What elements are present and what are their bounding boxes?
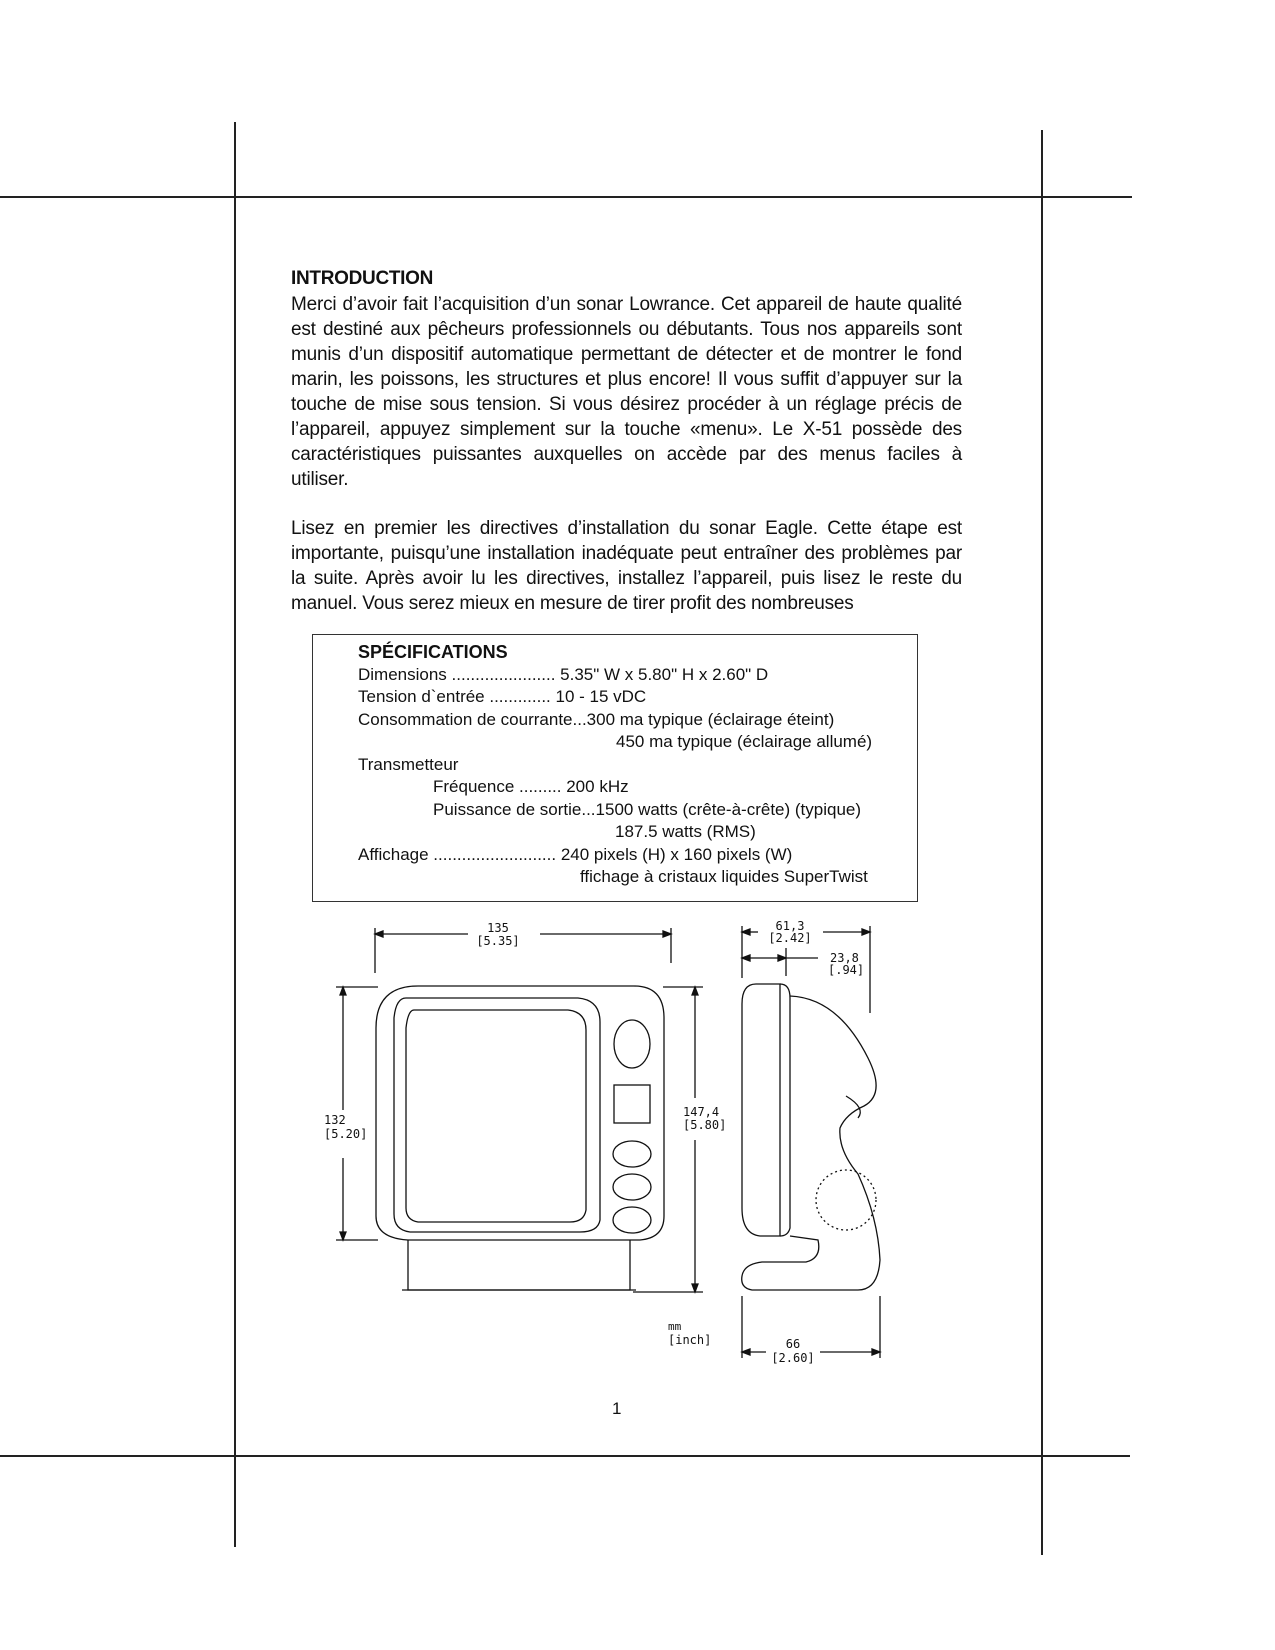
spec-dimensions: Dimensions ...................... 5.35" W x 5.80" H x 2.60" D: [358, 664, 769, 684]
page-number: 1: [612, 1399, 622, 1418]
side-depth-in-label: [2.42]: [768, 931, 812, 945]
dimension-drawing: [318, 918, 928, 1388]
bezel-mm-label: 23,8: [830, 951, 859, 965]
crop-line-right: [1041, 130, 1043, 1555]
intro-section: [291, 268, 962, 616]
base-mm-label: 66: [785, 1337, 801, 1351]
spec-power-rms: 187.5 watts (RMS): [615, 822, 756, 841]
spec-power: Puissance de sortie...1500 watts (crête-à-crête) (typique): [433, 799, 862, 819]
intro-paragraph-1: Merci d’avoir fait l’acquisition d’un sonar Lowrance. Cet appareil de haute qualité est destiné aux pêcheurs professionnels ou débutants. Tous nos appareils sont munis d’un dispositif automatique permettant de détecter et de montrer le fond marin, les poissons, les structures et plus encore! Il vous suffit d’appuyer sur la touche de mise sous tension. Si vous désirez procéder à un réglage précis de l’appareil, appuyez simplement sur la touche «menu». Le X-51 possède des caractéristiques puissantes auxquelles on accède par des menus faciles à utiliser.: [291, 294, 962, 490]
bezel-in-label: [.94]: [828, 963, 865, 977]
intro-paragraph-2: Lisez en premier les directives d’installation du sonar Eagle. Cette étape est importante, puisqu’une installation inadéquate peut entraîner des problèmes par la suite. Après avoir lu les directives, installez l’appareil, puis lisez le reste du manuel. Vous serez mieux en mesure de tirer profit des nombreuses: [291, 518, 962, 614]
height-in-label: [5.20]: [324, 1127, 368, 1141]
spec-transmitter: Transmetteur: [358, 754, 459, 774]
spec-consumption-lit: 450 ma typique (éclairage allumé): [616, 732, 873, 751]
crop-line-bottom: [0, 1455, 1130, 1457]
width-in-label: [5.35]: [476, 934, 520, 948]
total-height-mm-label: 147,4: [683, 1105, 720, 1119]
units-mm-label: mm: [668, 1320, 682, 1333]
crop-line-top: [0, 196, 1132, 198]
base-in-label: [2.60]: [771, 1351, 815, 1365]
width-mm-label: 135: [487, 921, 509, 935]
spec-display: Affichage .......................... 240 pixels (H) x 160 pixels (W): [358, 844, 793, 864]
intro-heading: INTRODUCTION: [291, 268, 434, 289]
height-mm-label: 132: [324, 1113, 346, 1127]
specifications-title: SPÉCIFICATIONS: [358, 642, 508, 662]
side-depth-mm-label: 61,3: [775, 919, 805, 933]
spec-display-type: ffichage à cristaux liquides SuperTwist: [580, 867, 868, 886]
crop-line-left: [234, 122, 236, 1547]
specifications-box: [312, 634, 918, 902]
spec-frequency: Fréquence ......... 200 kHz: [433, 777, 629, 796]
spec-consumption: Consommation de courrante...300 ma typique (éclairage éteint): [358, 709, 835, 729]
spec-voltage: Tension d`entrée ............. 10 - 15 vDC: [358, 687, 647, 706]
units-inch-label: [inch]: [668, 1333, 712, 1347]
total-height-in-label: [5.80]: [683, 1118, 727, 1132]
